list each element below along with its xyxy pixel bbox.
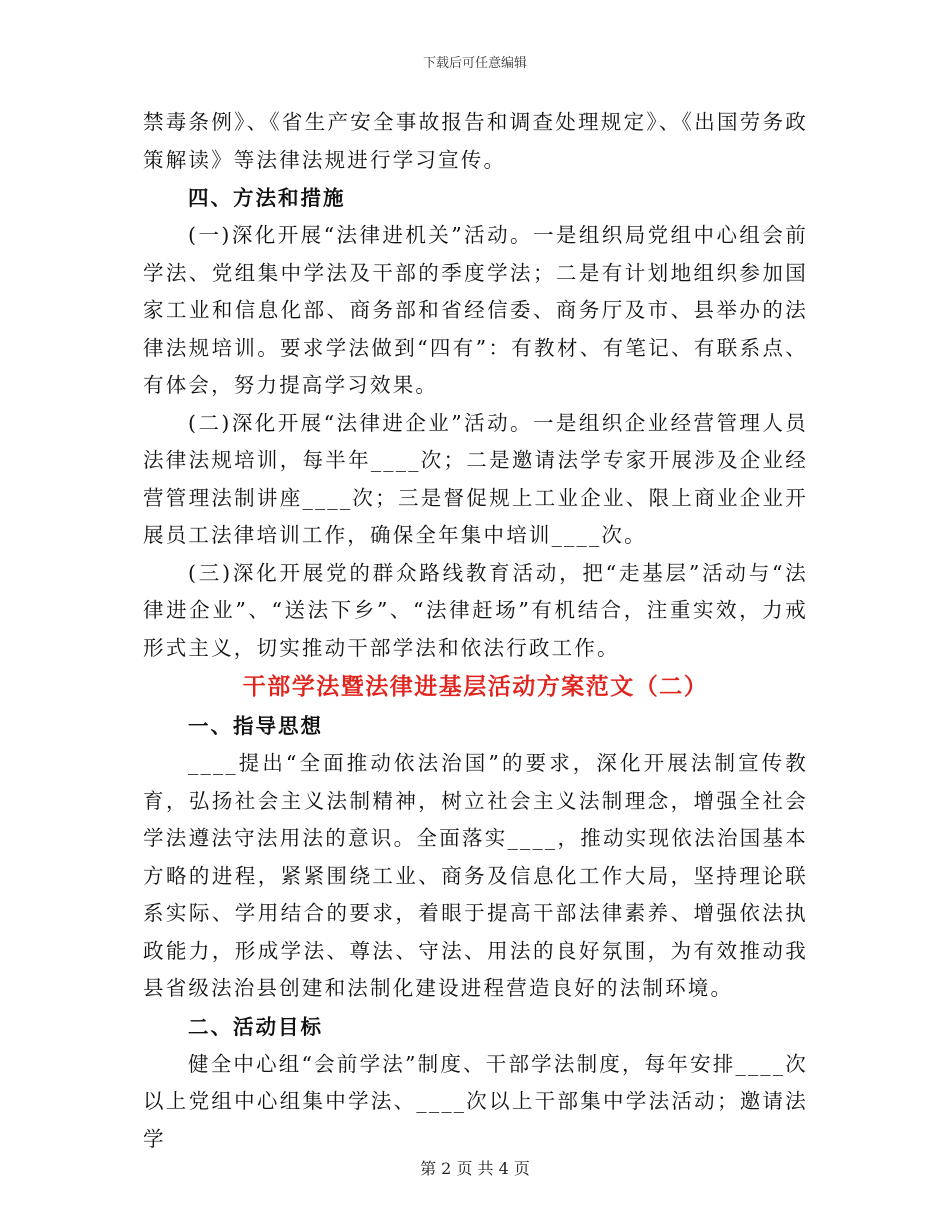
paragraph-guiding-ideology: ____提出“全面推动依法治国”的要求，深化开展法制宣传教育，弘扬社会主义法制精神，树立社会主义法制理念，增强全社会学法遵法守法用法的意识。全面落实____，推动实现依法治国基本方略的进程，紧紧围绕工业、商务及信息化工作大局，坚持理论联系实际、学用结合的要求，着眼于提高干部法律素养、增强依法执政能力，形成学法、尊法、守法、用法的良好氛围，为有效推动我县省级法治县创建和法制化建设进程营造良好的法制环境。 bbox=[143, 751, 808, 1000]
paragraph-law-into-agencies: (一)深化开展“法律进机关”活动。一是组织局党组中心组会前学法、党组集中学法及干部的季度学法；二是有计划地组织参加国家工业和信息化部、商务部和省经信委、商务厅及市、县举办的法律法规培训。要求学法做到“四有”：有教材、有笔记、有联系点、有体会，努力提高学习效果。 bbox=[143, 223, 808, 397]
heading-activity-goals: 二、活动目标 bbox=[188, 1014, 323, 1039]
page-number: 第 2 页 共 4 页 bbox=[420, 1159, 530, 1178]
paragraph-activity-goals: 健全中心组“会前学法”制度、干部学法制度，每年安排____次以上党组中心组集中学法、____次以上干部集中学法活动；邀请法学 bbox=[143, 1051, 808, 1151]
page-header-note: 下载后可任意编辑 bbox=[422, 56, 527, 71]
paragraph-law-into-enterprises: (二)深化开展“法律进企业”活动。一是组织企业经营管理人员法律法规培训，每半年____次；二是邀请法学专家开展涉及企业经营管理法制讲座____次；三是督促规上工业企业、限上商业企业开展员工法律培训工作，确保全年集中培训____次。 bbox=[143, 410, 808, 547]
paragraph-mass-line-education: (三)深化开展党的群众路线教育活动，把“走基层”活动与“法律进企业”、“送法下乡”、“法律赶场”有机结合，注重实效，力戒形式主义，切实推动干部学法和依法行政工作。 bbox=[143, 560, 808, 660]
heading-guiding-ideology: 一、指导思想 bbox=[188, 714, 323, 738]
heading-methods: 四、方法和措施 bbox=[188, 186, 346, 210]
document-body bbox=[143, 104, 808, 1158]
paragraph-continuation: 禁毒条例》、《省生产安全事故报告和调查处理规定》、《出国劳务政策解读》等法律法规进行学习宣传。 bbox=[143, 110, 808, 172]
section-title-sample-two: 干部学法暨法律进基层活动方案范文（二） bbox=[242, 674, 709, 700]
